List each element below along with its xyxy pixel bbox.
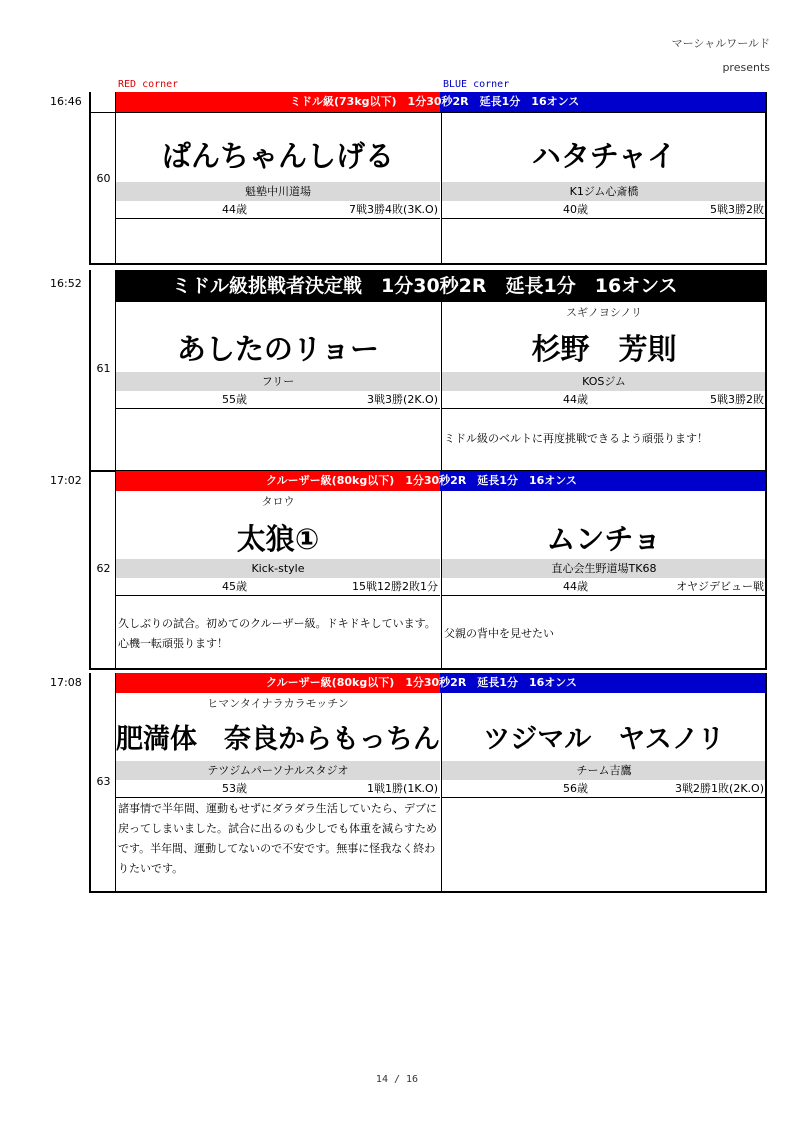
page-number: 14 / 16 (375, 1074, 419, 1085)
fighter-record: 7戦3勝4敗(3K.O) (349, 203, 438, 216)
bout-63 (0, 673, 794, 892)
bout-time: 17:02 (50, 474, 82, 487)
divider (89, 263, 767, 265)
fighter-age: 55歳 (222, 393, 247, 406)
bout-number-column (89, 92, 116, 263)
bout-frame (116, 471, 767, 668)
fighter-age: 44歳 (563, 580, 588, 593)
fighter-name: 太狼① (236, 522, 320, 556)
fighter-gym: テツジムパーソナルスタジオ (116, 761, 440, 780)
fighter-record: 15戦12勝2敗1分 (352, 580, 438, 593)
fighter-name: ハタチャイ (531, 139, 677, 173)
fighter-kana: ヒマンタイナラカラモッチン (207, 697, 349, 710)
fighter-name: あしたのリョー (176, 332, 380, 366)
org-title: マーシャルワールド (671, 37, 770, 50)
bout-time: 16:52 (50, 277, 82, 290)
fighter-gym: 直心会生野道場TK68 (442, 559, 766, 578)
bout-frame (116, 673, 767, 892)
fighter-age: 44歳 (563, 393, 588, 406)
fighter-age: 45歳 (222, 580, 247, 593)
red-corner-label: RED corner (118, 79, 179, 90)
banner-text: クルーザー級(80kg以下) 1分30秒2R 延長1分 16オンス (266, 474, 577, 487)
bout-number: 60 (96, 172, 111, 185)
fighter-comment: 父親の背中を見せたい (444, 627, 554, 640)
fighter-gym: K1ジム心斎橋 (442, 182, 766, 201)
divider (89, 891, 767, 893)
fighter-name: 杉野 芳則 (531, 332, 677, 366)
divider (89, 112, 767, 113)
organizer-name (672, 32, 770, 80)
banner-text: ミドル級(73kg以下) 1分30秒2R 延長1分 16オンス (290, 95, 580, 108)
fighter-kana: スギノヨシノリ (566, 306, 642, 319)
fighter-gym: Kick-style (116, 559, 440, 578)
fighter-comment: 久しぶりの試合。初めてのクルーザー級。ドキドキしています。心機一転頑張ります！ (118, 617, 436, 650)
fighter-name: 肥満体 奈良からもっちん (116, 724, 440, 755)
divider (89, 668, 767, 670)
bout-number: 61 (96, 362, 111, 375)
fighter-gym: フリー (116, 372, 440, 391)
fighter-age: 40歳 (563, 203, 588, 216)
fighter-gym: KOSジム (442, 372, 766, 391)
fighter-name: ツジマル ヤスノリ (483, 724, 725, 755)
fighter-record: 1戦1勝(1K.O) (367, 782, 438, 795)
fighter-name: ムンチョ (546, 522, 662, 556)
bout-number-column (89, 270, 116, 470)
fighter-gym: チーム吉鷹 (442, 761, 766, 780)
fighter-record: 5戦3勝2敗 (710, 203, 764, 216)
bout-number: 62 (96, 562, 111, 575)
banner-text: ミドル級挑戦者決定戦 1分30秒2R 延長1分 16オンス (172, 275, 678, 297)
bout-62 (0, 471, 794, 668)
fighter-comment: 諸事情で半年間、運動もせずにダラダラ生活していたら、デブに戻ってしまいました。試合に出るのも少しでも体重を減らすためです。半年間、運動してないので不安です。無事に怪我なく終わりたいです。 (118, 802, 437, 875)
bout-number-column (89, 673, 116, 892)
blue-corner-label: BLUE corner (443, 79, 510, 90)
fighter-age: 53歳 (222, 782, 247, 795)
fighter-kana: タロウ (261, 495, 295, 508)
fighter-gym: 魁塾中川道場 (116, 182, 440, 201)
fighter-record: 3戦2勝1敗(2K.O) (675, 782, 764, 795)
bout-number: 63 (96, 775, 111, 788)
fighter-record: オヤジデビュー戦 (676, 580, 764, 593)
fighter-record: 5戦3勝2敗 (710, 393, 764, 406)
fighter-age: 56歳 (563, 782, 588, 795)
bout-time: 16:46 (50, 95, 82, 108)
bout-frame (116, 270, 767, 470)
banner-text: クルーザー級(80kg以下) 1分30秒2R 延長1分 16オンス (266, 676, 577, 689)
fighter-record: 3戦3勝(2K.O) (367, 393, 438, 406)
presents-label: presents (722, 61, 770, 74)
fighter-age: 44歳 (222, 203, 247, 216)
bout-time: 17:08 (50, 676, 82, 689)
fighter-name: ぱんちゃんしげる (161, 139, 394, 173)
bout-number-column (89, 471, 116, 668)
bout-frame (116, 92, 767, 263)
bout-60 (0, 92, 794, 263)
fighter-comment: ミドル級のベルトに再度挑戦できるよう頑張ります！ (444, 432, 708, 445)
bout-61 (0, 270, 794, 470)
